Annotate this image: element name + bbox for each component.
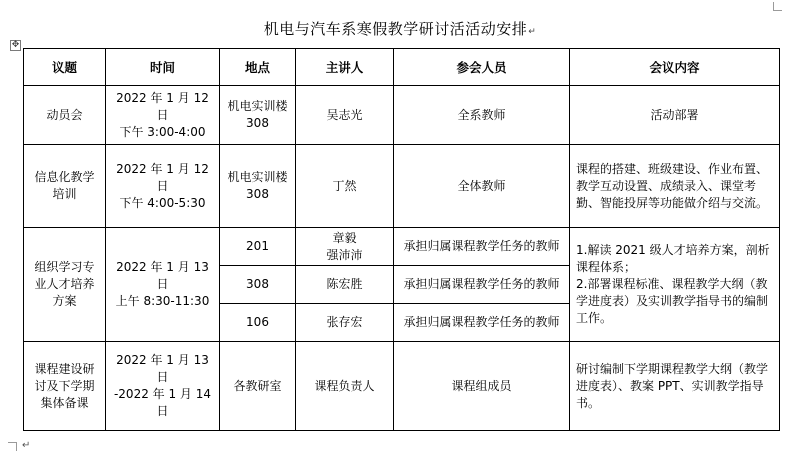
topic-line: 业人才培养 xyxy=(34,277,95,291)
cell-speaker xyxy=(296,145,394,228)
cell-speaker xyxy=(296,228,394,266)
cell-location xyxy=(220,86,296,145)
time-date: 2022 年 1 月 12 日 xyxy=(116,90,209,122)
paragraph-mark-icon: ↵ xyxy=(528,27,537,37)
speaker-text: 课程负责人 xyxy=(314,378,375,393)
schedule-table xyxy=(23,48,780,431)
topic-line: 课程建设研 xyxy=(34,361,95,376)
cell-content xyxy=(570,342,780,431)
cell-topic xyxy=(24,342,106,431)
attendees-text: 全体教师 xyxy=(457,178,506,193)
speaker-text: 陈宏胜 xyxy=(326,277,363,291)
cell-location xyxy=(220,304,296,342)
cell-topic xyxy=(24,86,106,145)
header-content: 会议内容 xyxy=(570,49,780,86)
speaker-line: 章毅 xyxy=(332,230,357,245)
time-range: 下午 4:00-5:30 xyxy=(119,195,206,210)
header-location: 地点 xyxy=(220,49,296,86)
time-date: 2022 年 1 月 12 日 xyxy=(116,161,209,193)
table-row xyxy=(24,86,780,145)
cell-attendees xyxy=(394,86,570,145)
topic-line: 信息化教学 xyxy=(34,170,95,184)
cell-speaker xyxy=(296,304,394,342)
cell-content xyxy=(570,145,780,228)
location-text: 308 xyxy=(246,277,269,291)
header-speaker: 主讲人 xyxy=(296,49,394,86)
cell-speaker xyxy=(296,266,394,304)
attendees-text: 承担归属课程教学任务的教师 xyxy=(403,315,560,329)
title-text: 机电与汽车系寒假教学研讨活活动安排 xyxy=(263,20,528,38)
cell-attendees xyxy=(394,145,570,228)
cell-speaker xyxy=(296,342,394,431)
table-row xyxy=(24,145,780,228)
location-building: 机电实训楼 xyxy=(227,170,288,184)
cell-topic xyxy=(24,145,106,228)
location-building: 机电实训楼 xyxy=(227,99,288,113)
cell-content xyxy=(570,228,780,342)
cell-time xyxy=(106,86,220,145)
speaker-text: 吴志光 xyxy=(326,107,363,122)
cell-speaker xyxy=(296,86,394,145)
cell-location xyxy=(220,266,296,304)
time-range: -2022 年 1 月 14 日 xyxy=(113,387,212,418)
location-room: 308 xyxy=(246,116,269,130)
page-corner-mark-top xyxy=(773,2,782,11)
speaker-text: 张存宏 xyxy=(326,315,363,329)
location-text: 各教研室 xyxy=(233,378,282,393)
attendees-text: 承担归属课程教学任务的教师 xyxy=(403,277,560,291)
cell-location xyxy=(220,342,296,431)
cell-attendees xyxy=(394,304,570,342)
attendees-text: 承担归属课程教学任务的教师 xyxy=(403,239,560,253)
topic-line: 组织学习专 xyxy=(34,260,95,274)
content-text: 1.解读 2021 级人才培养方案，剖析课程体系； 2.部署课程标准、课程教学大纲（教学进度表）及实训教学指导书的编制工作。 xyxy=(576,243,770,325)
cell-attendees xyxy=(394,342,570,431)
document-title xyxy=(0,18,800,39)
cell-time xyxy=(106,228,220,342)
speaker-text: 丁然 xyxy=(332,178,357,193)
time-range: 上午 8:30-11:30 xyxy=(115,294,210,308)
table-move-handle-icon[interactable]: ✥ xyxy=(11,40,20,50)
attendees-text: 课程组成员 xyxy=(451,378,512,393)
cell-time xyxy=(106,342,220,431)
content-text: 研讨编制下学期课程教学大纲（教学进度表）、教案 PPT、实训教学指导书。 xyxy=(576,361,769,410)
header-topic: 议题 xyxy=(24,49,106,86)
header-attendees: 参会人员 xyxy=(394,49,570,86)
content-text: 课程的搭建、班级建设、作业布置、教学互动设置、成绩录入、课堂考勤、智能投屏等功能做介绍与交流。 xyxy=(576,161,769,210)
time-date: 2022 年 1 月 13 日 xyxy=(116,260,209,291)
speaker-line: 强沛沛 xyxy=(326,247,363,262)
header-time: 时间 xyxy=(106,49,220,86)
topic-line: 方案 xyxy=(52,294,77,308)
location-text: 106 xyxy=(246,315,269,329)
cell-topic xyxy=(24,228,106,342)
topic-text: 动员会 xyxy=(46,107,83,122)
topic-line: 讨及下学期 xyxy=(34,378,95,393)
topic-line: 集体备课 xyxy=(40,395,89,410)
table-row xyxy=(24,228,780,266)
attendees-text: 全系教师 xyxy=(457,107,506,122)
time-date: 2022 年 1 月 13 日 xyxy=(116,353,209,384)
cell-attendees xyxy=(394,266,570,304)
table-row xyxy=(24,342,780,431)
time-range: 下午 3:00-4:00 xyxy=(119,124,206,139)
cell-location xyxy=(220,145,296,228)
cell-content xyxy=(570,86,780,145)
cell-time xyxy=(106,145,220,228)
cell-attendees xyxy=(394,228,570,266)
location-room: 308 xyxy=(246,187,269,201)
paragraph-mark-icon: ↵ xyxy=(22,440,31,451)
cell-location xyxy=(220,228,296,266)
page-corner-mark-bottom xyxy=(8,442,17,451)
location-text: 201 xyxy=(246,239,269,253)
topic-line: 培训 xyxy=(52,187,77,201)
content-text: 活动部署 xyxy=(650,107,699,122)
table-header-row xyxy=(24,49,780,86)
